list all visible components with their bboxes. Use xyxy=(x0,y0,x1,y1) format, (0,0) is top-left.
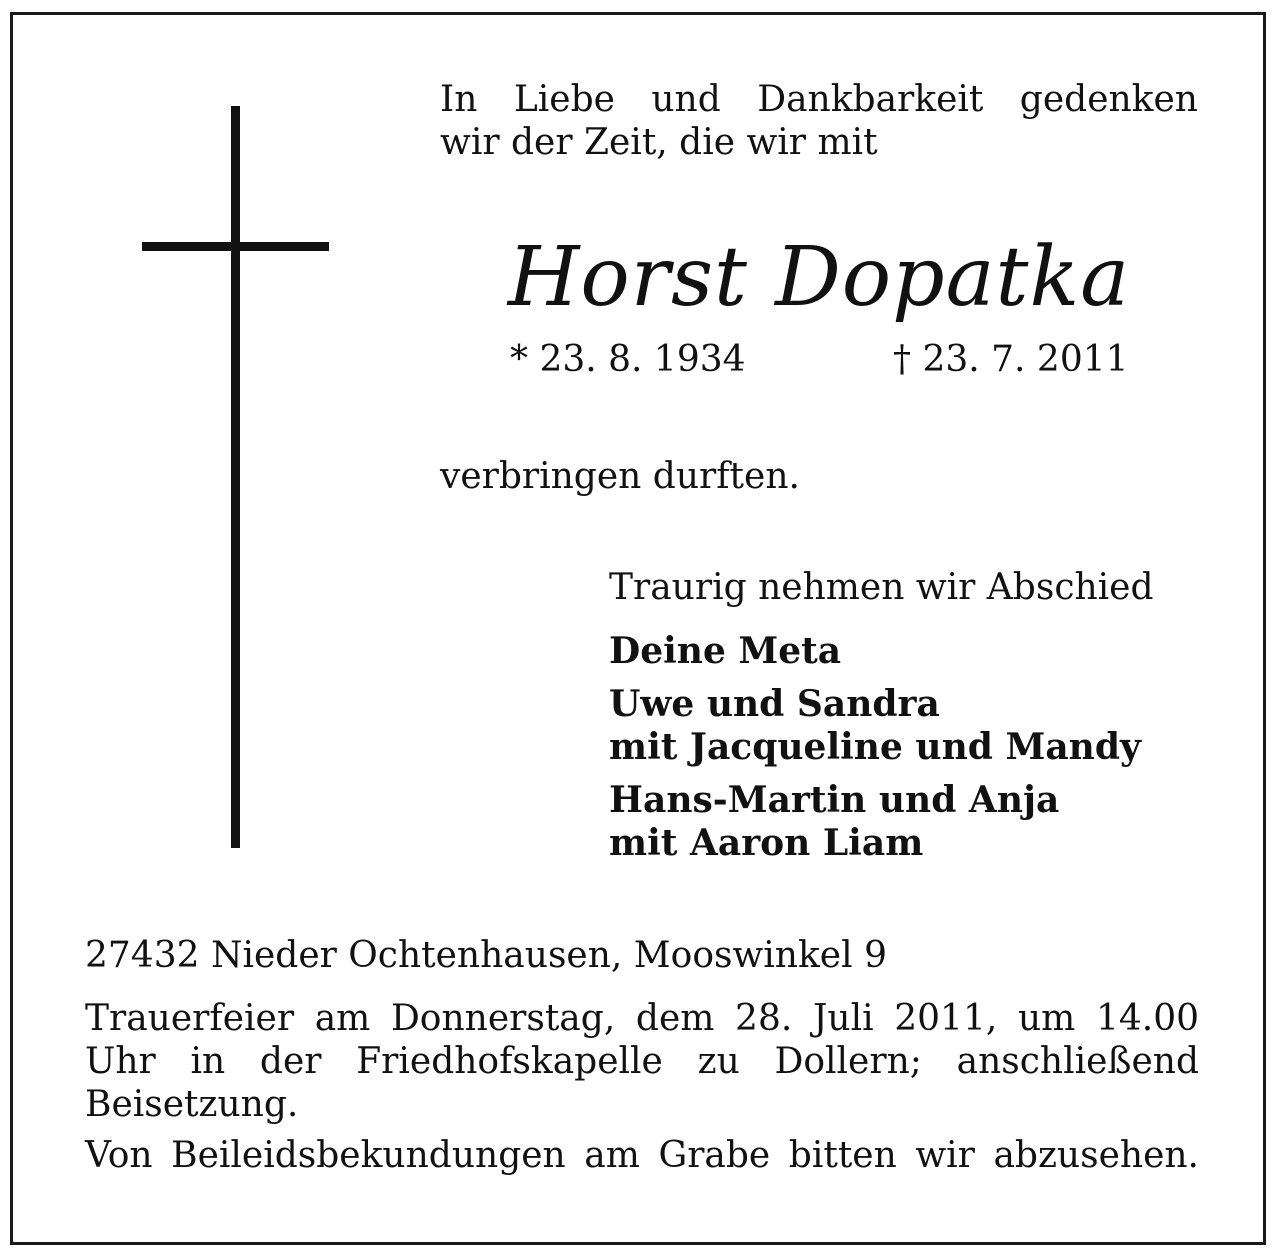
cross-horizontal-bar xyxy=(142,242,329,251)
funeral-line: Uhr in der Friedhofskapelle zu Dollern; anschließend xyxy=(85,1041,1199,1082)
mourner-line: Hans-Martin und Anja xyxy=(609,779,1060,821)
farewell-text: Traurig nehmen wir Abschied xyxy=(609,567,1154,608)
mourner-line: Uwe und Sandra xyxy=(609,683,940,725)
mourner-group xyxy=(609,779,1209,865)
funeral-line: Trauerfeier am Donnerstag, dem 28. Juli 2011, um 14.00 xyxy=(85,998,1199,1039)
intro-line: In Liebe und Dankbarkeit gedenken xyxy=(440,79,1198,120)
mourner-line: mit Jacqueline und Mandy xyxy=(609,726,1141,768)
cross-vertical-bar xyxy=(231,106,240,848)
funeral-details xyxy=(85,997,1199,1126)
funeral-line: Beisetzung. xyxy=(85,1084,299,1125)
intro-line: wir der Zeit, die wir mit xyxy=(440,122,878,163)
continuation-text: verbringen durften. xyxy=(440,456,800,497)
condolence-request: Von Beileidsbekundungen am Grabe bitten wir abzusehen. xyxy=(85,1135,1199,1176)
intro-text xyxy=(440,78,1198,164)
mourner-group xyxy=(609,683,1209,769)
mourner-line: Deine Meta xyxy=(609,630,842,672)
birth-date: * 23. 8. 1934 xyxy=(510,339,746,380)
mourner-group xyxy=(609,630,1209,673)
mourners-list xyxy=(609,630,1209,875)
deceased-name: Horst Dopatka xyxy=(507,230,1131,325)
mourner-line: mit Aaron Liam xyxy=(609,822,924,864)
address: 27432 Nieder Ochtenhausen, Mooswinkel 9 xyxy=(85,935,887,976)
death-date: † 23. 7. 2011 xyxy=(893,339,1129,380)
